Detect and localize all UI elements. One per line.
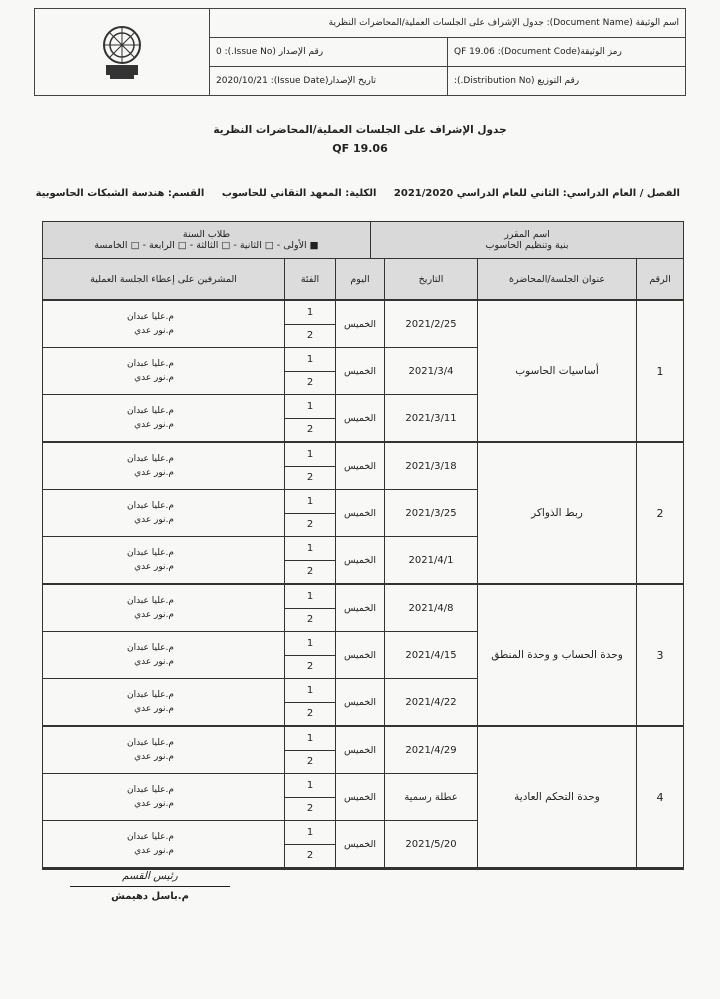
supervisor-name: م.عليا عبدان	[126, 738, 174, 748]
session-date: 2021/4/29	[384, 727, 477, 773]
supervisor-name: م.نور عدي	[134, 373, 174, 383]
section-number: 4	[636, 727, 683, 867]
table-row	[43, 490, 477, 537]
session-supervisors	[43, 537, 284, 583]
section-sessions	[43, 443, 477, 583]
session-groups	[284, 395, 335, 441]
session-groups	[284, 585, 335, 631]
table-section	[43, 443, 683, 585]
document-header	[34, 8, 686, 96]
supervisor-name: م.عليا عبدان	[126, 406, 174, 416]
students-label: طلاب السنة	[182, 229, 231, 240]
section-number: 2	[636, 443, 683, 583]
supervisor-name: م.نور عدي	[134, 752, 174, 762]
department-info: القسم: هندسة الشبكات الحاسوبية	[35, 188, 205, 199]
group-number: 2	[285, 371, 335, 395]
table-row	[43, 395, 477, 441]
table-row	[43, 679, 477, 725]
session-groups	[284, 301, 335, 347]
group-number: 1	[306, 779, 314, 791]
section-title: وحدة التحكم العادية	[477, 727, 636, 867]
supervisor-name: م.نور عدي	[134, 704, 174, 714]
session-supervisors	[43, 348, 284, 394]
group-number: 2	[285, 466, 335, 490]
supervisor-name: م.نور عدي	[134, 799, 174, 809]
supervisor-name: م.نور عدي	[134, 846, 174, 856]
supervisor-name: م.عليا عبدان	[126, 454, 174, 464]
course-cell	[370, 222, 683, 258]
session-day: الخميس	[335, 490, 384, 536]
table-row	[43, 774, 477, 821]
supervisor-name: م.نور عدي	[134, 562, 174, 572]
session-supervisors	[43, 679, 284, 725]
session-date: 2021/3/25	[384, 490, 477, 536]
supervisor-name: م.عليا عبدان	[126, 832, 174, 842]
supervisor-name: م.عليا عبدان	[126, 643, 174, 653]
signature-name: م.باسل دهيمش	[111, 891, 189, 902]
group-number: 2	[285, 560, 335, 584]
supervisor-name: م.عليا عبدان	[126, 359, 174, 369]
session-day: الخميس	[335, 632, 384, 678]
session-day: الخميس	[335, 301, 384, 347]
supervisor-name: م.نور عدي	[134, 326, 174, 336]
course-name: بنية وتنظيم الحاسوب	[485, 240, 569, 251]
section-title: ربط الذواكر	[477, 443, 636, 583]
session-supervisors	[43, 443, 284, 489]
session-groups	[284, 727, 335, 773]
section-sessions	[43, 585, 477, 725]
group-number: 1	[306, 684, 314, 696]
session-supervisors	[43, 395, 284, 441]
col-header-title: عنوان الجلسة/المحاضرة	[477, 259, 636, 299]
section-sessions	[43, 301, 477, 441]
session-supervisors	[43, 632, 284, 678]
supervisor-name: م.نور عدي	[134, 515, 174, 525]
col-header-supervisors: المشرفين على إعطاء الجلسة العملية	[90, 273, 237, 285]
group-number: 2	[285, 750, 335, 774]
group-number: 1	[306, 448, 314, 460]
session-date: 2021/4/22	[384, 679, 477, 725]
supervisor-name: م.عليا عبدان	[126, 596, 174, 606]
session-groups	[284, 774, 335, 820]
table-row	[43, 348, 477, 395]
session-date: 2021/4/8	[384, 585, 477, 631]
group-number: 2	[285, 418, 335, 442]
signature-block	[60, 870, 240, 902]
signature-role: رئيس القسم	[122, 870, 178, 882]
group-number: 1	[306, 637, 314, 649]
supervisor-name: م.عليا عبدان	[126, 785, 174, 795]
table-row	[43, 821, 477, 867]
supervisor-name: م.نور عدي	[134, 420, 174, 430]
table-section	[43, 727, 683, 869]
students-year-options: ■ الأولى - □ الثانية - □ الثالثة - □ الرابعة - □ الخامسة	[94, 240, 319, 251]
col-header-date: التاريخ	[384, 259, 477, 299]
session-day: الخميس	[335, 679, 384, 725]
table-row	[43, 443, 477, 490]
session-groups	[284, 679, 335, 725]
group-number: 2	[285, 844, 335, 868]
session-date: عطلة رسمية	[384, 774, 477, 820]
college-info: الكلية: المعهد التقاني للحاسوب	[221, 188, 377, 199]
group-number: 1	[306, 306, 314, 318]
group-number: 1	[306, 732, 314, 744]
supervisor-name: م.عليا عبدان	[126, 690, 174, 700]
group-number: 2	[285, 324, 335, 348]
session-supervisors	[43, 301, 284, 347]
info-line	[22, 188, 680, 199]
section-number: 1	[636, 301, 683, 441]
table-section	[43, 585, 683, 727]
distribution-no: رقم التوزيع (Distribution No.):	[447, 67, 685, 95]
university-logo-icon	[92, 21, 152, 83]
session-date: 2021/2/25	[384, 301, 477, 347]
session-groups	[284, 443, 335, 489]
document-title: جدول الإشراف على الجلسات العملية/المحاضرات النظرية	[213, 124, 507, 136]
issue-date: تاريخ الإصدار(Issue Date): 2020/10/21	[216, 76, 377, 86]
session-date: 2021/3/4	[384, 348, 477, 394]
university-logo	[35, 9, 210, 95]
session-day: الخميس	[335, 537, 384, 583]
table-row	[43, 727, 477, 774]
session-supervisors	[43, 821, 284, 867]
session-date: 2021/3/18	[384, 443, 477, 489]
doc-name: اسم الوثيقة (Document Name): جدول الإشراف على الجلسات العملية/المحاضرات النظرية	[328, 18, 679, 28]
group-number: 1	[306, 400, 314, 412]
session-groups	[284, 537, 335, 583]
supervisor-name: م.عليا عبدان	[126, 501, 174, 511]
group-number: 2	[285, 797, 335, 821]
students-cell	[43, 222, 370, 258]
supervisor-name: م.نور عدي	[134, 468, 174, 478]
session-supervisors	[43, 727, 284, 773]
col-header-no: الرقم	[636, 259, 683, 299]
session-date: 2021/4/15	[384, 632, 477, 678]
session-date: 2021/5/20	[384, 821, 477, 867]
course-label: اسم المقرر	[504, 229, 550, 240]
session-supervisors	[43, 490, 284, 536]
table-body	[43, 301, 683, 869]
supervisor-name: م.عليا عبدان	[126, 312, 174, 322]
session-day: الخميس	[335, 395, 384, 441]
supervisor-name: م.نور عدي	[134, 657, 174, 667]
table-row	[43, 537, 477, 583]
group-number: 1	[306, 495, 314, 507]
section-title: وحدة الحساب و وحدة المنطق	[477, 585, 636, 725]
section-number: 3	[636, 585, 683, 725]
group-number: 1	[306, 590, 314, 602]
group-number: 2	[285, 655, 335, 679]
session-day: الخميس	[335, 821, 384, 867]
group-number: 1	[306, 353, 314, 365]
schedule-table	[42, 221, 684, 870]
session-day: الخميس	[335, 585, 384, 631]
table-top-row	[43, 222, 683, 259]
table-row	[43, 301, 477, 348]
session-day: الخميس	[335, 727, 384, 773]
group-number: 2	[285, 702, 335, 726]
session-groups	[284, 348, 335, 394]
section-sessions	[43, 727, 477, 867]
issue-no: رقم الإصدار (Issue No.): 0	[216, 47, 324, 57]
document-code: QF 19.06	[332, 142, 388, 155]
session-groups	[284, 490, 335, 536]
session-day: الخميس	[335, 774, 384, 820]
supervisor-name: م.عليا عبدان	[126, 548, 174, 558]
session-groups	[284, 632, 335, 678]
group-number: 1	[306, 826, 314, 838]
session-supervisors	[43, 585, 284, 631]
section-title: أساسيات الحاسوب	[477, 301, 636, 441]
signature-line	[70, 886, 230, 887]
table-row	[43, 632, 477, 679]
group-number: 2	[285, 608, 335, 632]
table-row	[43, 585, 477, 632]
session-groups	[284, 821, 335, 867]
table-section	[43, 301, 683, 443]
session-day: الخميس	[335, 443, 384, 489]
session-date: 2021/4/1	[384, 537, 477, 583]
table-header-row	[43, 259, 683, 301]
session-date: 2021/3/11	[384, 395, 477, 441]
group-number: 2	[285, 513, 335, 537]
col-header-day: اليوم	[335, 259, 384, 299]
group-number: 1	[306, 542, 314, 554]
supervisor-name: م.نور عدي	[134, 610, 174, 620]
session-supervisors	[43, 774, 284, 820]
semester-info: الفصل / العام الدراسي: الثاني للعام الدراسي 2021/2020	[393, 188, 680, 199]
col-header-group: الفئة	[284, 259, 335, 299]
session-day: الخميس	[335, 348, 384, 394]
doc-code: رمز الوثيقة(Document Code): QF 19.06	[447, 38, 685, 66]
